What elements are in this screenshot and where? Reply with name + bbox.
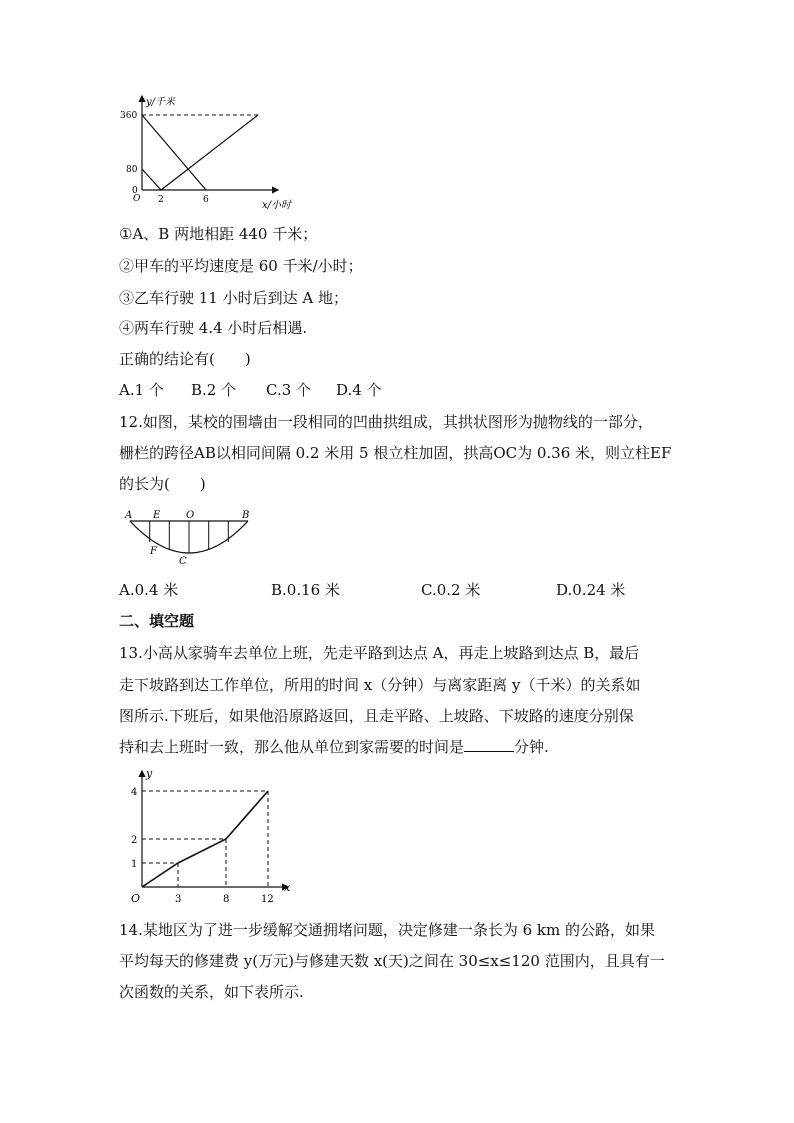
- section-title: 二、填空题: [119, 612, 195, 630]
- q13-line-2: 走下坡路到达工作单位，所用的时间 x（分钟）与离家距离 y（千米）的关系如: [119, 676, 641, 694]
- q13-y-label: y: [146, 767, 153, 780]
- q12-label-e: E: [153, 510, 161, 521]
- q11-option-b: B.2 个: [191, 381, 237, 399]
- q13-answer-blank[interactable]: [464, 737, 514, 752]
- q11-x-tick-2: 2: [158, 195, 164, 205]
- q12-label-f: F: [150, 546, 157, 557]
- q11-option-a: A.1 个: [119, 381, 164, 399]
- q11-y-tick-0: 0: [132, 186, 138, 196]
- q11-statement-1: ①A、B 两地相距 440 千米；: [119, 225, 318, 243]
- q14-line-1: 14.某地区为了进一步缓解交通拥堵问题，决定修建一条长为 6 km 的公路，如果: [119, 921, 656, 939]
- q12-line-2: 栅栏的跨径AB以相同间隔 0.2 米用 5 根立柱加固，拱高OC为 0.36 米，则立柱EF: [119, 444, 672, 462]
- q12-line-3: 的长为( ): [119, 475, 206, 493]
- q11-origin-label: O: [133, 194, 141, 204]
- q13-y-tick-1: 1: [131, 859, 138, 870]
- q12-arch-figure: [120, 506, 265, 568]
- q13-line-4-text: 持和去上班时一致，那么他从单位到家需要的时间是: [119, 738, 465, 756]
- q13-distance-time-graph: [120, 763, 300, 908]
- q11-option-d: D.4 个: [336, 381, 382, 399]
- q11-statement-4: ④两车行驶 4.4 小时后相遇.: [119, 319, 308, 337]
- q11-y-tick-360: 360: [120, 111, 138, 121]
- q13-y-tick-4: 4: [131, 787, 138, 798]
- q11-y-axis-label: y/千米: [146, 97, 176, 108]
- q13-line-4-unit: 分钟.: [514, 738, 549, 756]
- q12-label-a: A: [125, 510, 133, 521]
- q13-x-tick-8: 8: [223, 894, 230, 905]
- q12-label-b: B: [242, 510, 250, 521]
- q13-line-4: [119, 737, 549, 757]
- q12-line-1: 12.如图，某校的围墙由一段相同的凹曲拱组成，其拱状图形为抛物线的一部分，: [119, 413, 653, 431]
- q13-x-tick-3: 3: [175, 894, 182, 905]
- q12-option-a: A.0.4 米: [119, 581, 179, 599]
- q11-x-tick-6: 6: [203, 195, 209, 205]
- q11-statement-2: ②甲车的平均速度是 60 千米/小时；: [119, 257, 363, 275]
- q12-label-c: C: [179, 556, 187, 567]
- q14-line-2: 平均每天的修建费 y(万元)与修建天数 x(天)之间在 30≤x≤120 范围内，且具有一: [119, 952, 665, 970]
- q13-origin: O: [131, 892, 141, 905]
- q12-option-b: B.0.16 米: [271, 581, 340, 599]
- q13-line-1: 13.小高从家骑车去单位上班，先走平路到达点 A，再走上坡路到达点 B，最后: [119, 644, 640, 662]
- q11-distance-time-graph: [118, 88, 308, 213]
- q12-option-d: D.0.24 米: [556, 581, 626, 599]
- q11-option-c: C.3 个: [266, 381, 312, 399]
- q11-y-tick-80: 80: [126, 165, 138, 175]
- q13-y-tick-2: 2: [131, 835, 138, 846]
- q14-line-3: 次函数的关系，如下表所示.: [119, 983, 304, 1001]
- q13-x-label: x: [284, 881, 291, 894]
- q12-label-o: O: [186, 510, 195, 521]
- q11-prompt: 正确的结论有( ): [119, 350, 251, 368]
- q13-x-tick-12: 12: [261, 894, 274, 905]
- q11-line-yi: [142, 115, 258, 190]
- q11-statement-3: ③乙车行驶 11 小时后到达 A 地；: [119, 289, 348, 307]
- q11-x-axis-label: x/小时: [262, 200, 292, 211]
- q12-option-c: C.0.2 米: [421, 581, 481, 599]
- q13-line-3: 图所示.下班后，如果他沿原路返回，且走平路、上坡路、下坡路的速度分别保: [119, 707, 634, 725]
